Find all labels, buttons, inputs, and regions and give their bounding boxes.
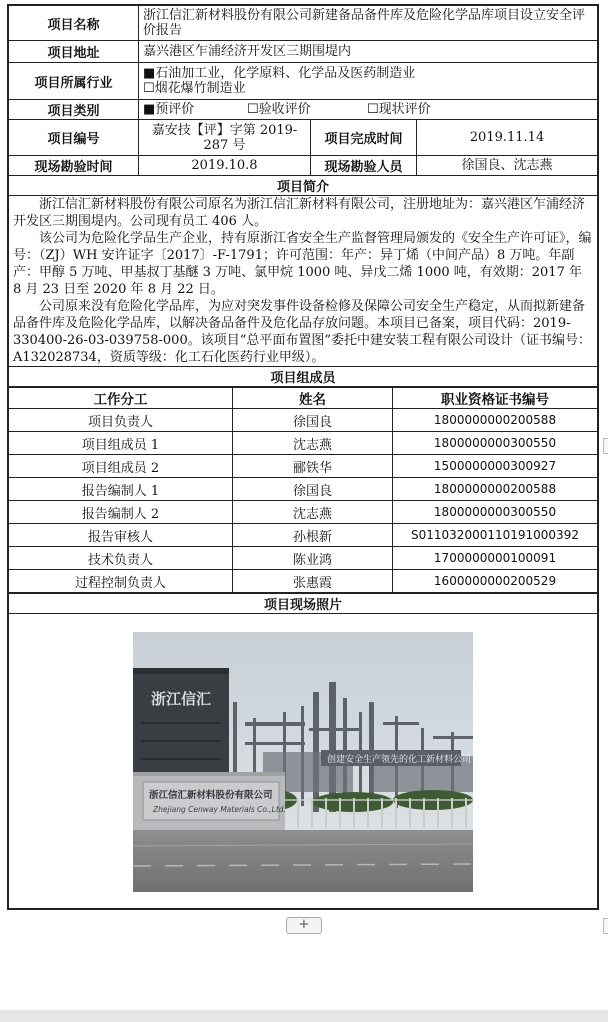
- intro-paragraph: 该公司为危险化学品生产企业，持有原浙江省安全生产监督管理局颁发的《安全生产许可证》，编号：（ZJ）WH 安许证字〔2017〕-F-1791；许可范围：年产：异丁烯（中间产品）8 万吨。年副产：甲醇 5 万吨、甲基叔丁基醚 3 万吨、氯甲烷 1000 吨、异戊二烯 1000 吨，有效期：2017 年 8 月 23 日至 2020 年 8 月 22 日。: [13, 231, 592, 297]
- member-name: 陈业鸿: [233, 547, 393, 570]
- header-cert: 职业资格证书编号: [393, 388, 598, 409]
- checked-checkbox-icon: ■: [143, 102, 156, 117]
- survey-people-label: 现场勘验人员: [311, 156, 417, 176]
- table-row: [9, 524, 598, 547]
- industry-option-label: 烟花爆竹制造业: [154, 81, 246, 96]
- site-photo: [133, 632, 473, 892]
- member-name: 徐国良: [233, 409, 393, 432]
- header-role: 工作分工: [9, 388, 233, 409]
- category-option-acceptance: [247, 102, 367, 117]
- project-name-label: 项目名称: [9, 6, 139, 41]
- member-role: 过程控制负责人: [9, 570, 233, 593]
- scroll-edge-marker: [603, 438, 608, 454]
- member-cert: 1600000000200529: [393, 570, 598, 593]
- member-role: 项目组成员 2: [9, 455, 233, 478]
- project-info-table: [8, 5, 598, 387]
- wall-sign: 浙江信汇: [151, 690, 212, 708]
- member-name: 徐国良: [233, 478, 393, 501]
- completion-time-label: 项目完成时间: [311, 120, 417, 156]
- member-cert: 1800000000300550: [393, 501, 598, 524]
- expand-button[interactable]: +: [286, 917, 322, 934]
- table-row: [9, 455, 598, 478]
- table-row: [9, 570, 598, 593]
- category-option-pre: [143, 102, 247, 117]
- unchecked-checkbox-icon: ☐: [247, 102, 259, 117]
- project-number-label: 项目编号: [9, 120, 139, 156]
- category-option-label: 预评价: [155, 102, 195, 117]
- industry-option-label: 石油加工业，化学原料、化学品及医药制造业: [155, 66, 416, 81]
- horizontal-scrollbar[interactable]: [0, 1010, 608, 1022]
- member-cert: 1500000000300927: [393, 455, 598, 478]
- member-cert: 1800000000200588: [393, 409, 598, 432]
- table-row: [9, 409, 598, 432]
- member-role: 技术负责人: [9, 547, 233, 570]
- project-industry-value: [139, 63, 598, 100]
- gate-sign-cn: 浙江信汇新材料股份有限公司: [149, 790, 273, 801]
- member-cert: 1800000000200588: [393, 478, 598, 501]
- project-category-label: 项目类别: [9, 100, 139, 120]
- member-cert: S011032000110191000392: [393, 524, 598, 547]
- scroll-edge-marker: [603, 918, 608, 934]
- category-option-label: 现状评价: [378, 102, 431, 117]
- industry-option-fireworks: [143, 81, 593, 96]
- intro-body: [9, 196, 598, 367]
- intro-paragraph: 浙江信汇新材料股份有限公司原名为浙江信汇新材料有限公司，注册地址为：嘉兴港区乍浦经济开发区三期围堤内。公司现有员工 406 人。: [13, 197, 586, 229]
- member-name: 沈志燕: [233, 501, 393, 524]
- intro-section-title: 项目简介: [9, 176, 598, 196]
- project-category-value: [139, 100, 598, 120]
- project-address-value: 嘉兴港区乍浦经济开发区三期围堤内: [139, 41, 598, 63]
- category-option-status: [367, 102, 431, 117]
- table-row: [9, 547, 598, 570]
- table-row: [9, 432, 598, 455]
- survey-time-label: 现场勘验时间: [9, 156, 139, 176]
- table-row: [9, 501, 598, 524]
- industry-option-petrochemical: [143, 66, 593, 81]
- project-industry-label: 项目所属行业: [9, 63, 139, 100]
- member-name: 郦铁华: [233, 455, 393, 478]
- gate-sign-en: Zhejiang Cenway Materials Co.,Ltd.: [153, 805, 286, 814]
- project-name-value: 浙江信汇新材料股份有限公司新建备品备件库及危险化学品库项目设立安全评价报告: [139, 6, 598, 41]
- site-banner: 创建安全生产领先的化工新材料公司: [327, 755, 472, 765]
- member-role: 项目负责人: [9, 409, 233, 432]
- member-role: 项目组成员 1: [9, 432, 233, 455]
- photo-table: [8, 593, 598, 909]
- member-cert: 1700000000100091: [393, 547, 598, 570]
- checked-checkbox-icon: ■: [143, 66, 156, 81]
- member-role: 报告审核人: [9, 524, 233, 547]
- members-table: [8, 387, 598, 593]
- member-role: 报告编制人 2: [9, 501, 233, 524]
- table-row: [9, 478, 598, 501]
- member-name: 张惠霞: [233, 570, 393, 593]
- project-address-label: 项目地址: [9, 41, 139, 63]
- project-number-value: 嘉安技【评】字第 2019-287 号: [139, 120, 311, 156]
- unchecked-checkbox-icon: ☐: [143, 81, 155, 96]
- members-section-title: 项目组成员: [9, 367, 598, 387]
- survey-time-value: 2019.10.8: [139, 156, 311, 176]
- member-name: 沈志燕: [233, 432, 393, 455]
- completion-time-value: 2019.11.14: [417, 120, 598, 156]
- photo-cell: [9, 614, 598, 909]
- members-header-row: [9, 388, 598, 409]
- site-photo-illustration: [133, 632, 473, 892]
- header-name: 姓名: [233, 388, 393, 409]
- intro-paragraph: 公司原来没有危险化学品库，为应对突发事件设备检修及保障公司安全生产稳定，从而拟新建备品备件库及危险化学品库，以解决备品备件及危化品存放问题。本项目已备案，项目代码：2019-330400-26-03-039758-000。该项目“总平面布置图”委托中建安装工程有限公司设计（证书编号：A132028734，资质等级：化工石化医药行业甲级）。: [13, 299, 592, 365]
- unchecked-checkbox-icon: ☐: [367, 102, 379, 117]
- survey-people-value: 徐国良、沈志燕: [417, 156, 598, 176]
- photo-section-title: 项目现场照片: [9, 594, 598, 614]
- member-name: 孙根新: [233, 524, 393, 547]
- report-sheet: [7, 4, 599, 910]
- member-role: 报告编制人 1: [9, 478, 233, 501]
- member-cert: 1800000000300550: [393, 432, 598, 455]
- category-option-label: 验收评价: [258, 102, 311, 117]
